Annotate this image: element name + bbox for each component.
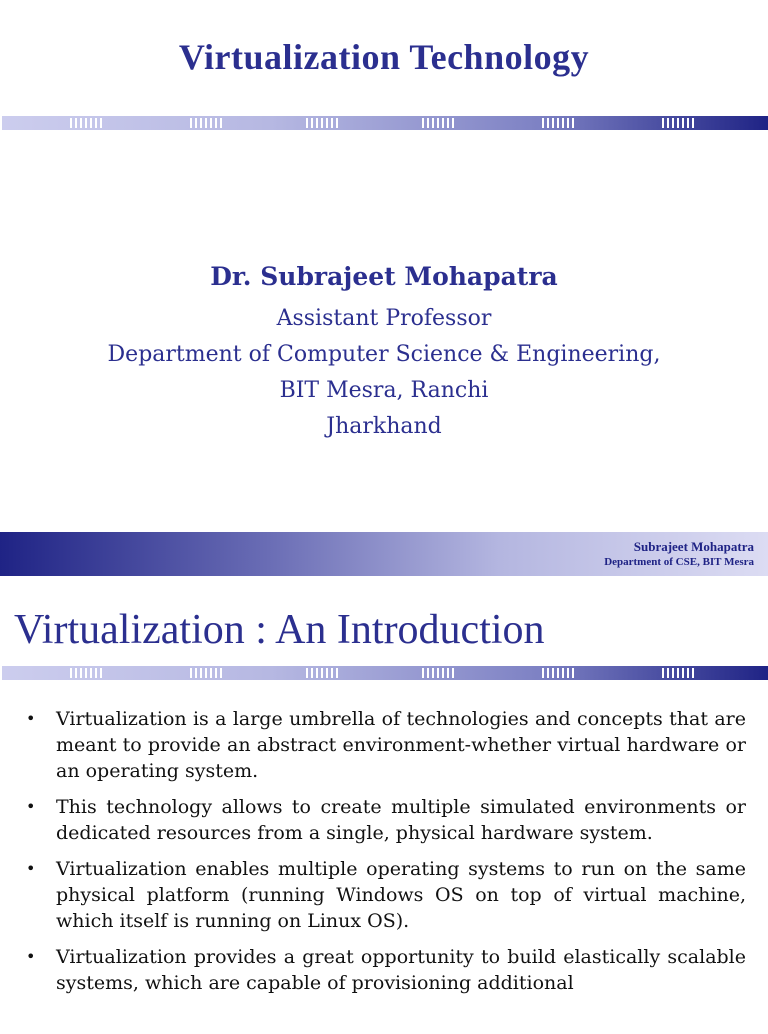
author-state: Jharkhand (326, 414, 442, 439)
slide-title: Virtualization : An Introduction (14, 607, 545, 653)
header-stripe (2, 116, 768, 130)
bullet-icon: • (26, 947, 36, 966)
bullet-text: This technology allows to create multiple simulated environments or dedicated resources from a single, physical hardware system. (56, 796, 746, 844)
stripe-ticks (422, 668, 454, 678)
list-item (22, 794, 746, 846)
stripe-ticks (542, 668, 574, 678)
header-stripe (2, 666, 768, 680)
author-institute: BIT Mesra, Ranchi (279, 378, 489, 403)
list-item (22, 856, 746, 934)
bullet-icon: • (26, 797, 36, 816)
slide-title: Virtualization Technology (178, 37, 590, 77)
footer-dept: Department of CSE, BIT Mesra (604, 556, 754, 568)
stripe-ticks (70, 118, 102, 128)
stripe-ticks (70, 668, 102, 678)
stripe-ticks (662, 668, 694, 678)
stripe-ticks (422, 118, 454, 128)
list-item (22, 944, 746, 996)
stripe-ticks (662, 118, 694, 128)
author-designation: Assistant Professor (276, 306, 492, 331)
bullet-list (22, 706, 746, 1006)
intro-slide (0, 586, 768, 1034)
footer-text (604, 538, 754, 570)
bullet-text: Virtualization is a large umbrella of technologies and concepts that are meant to provide an abstract environment-whether virtual hardware or an operating system. (56, 708, 746, 782)
author-block (0, 262, 768, 445)
stripe-ticks (190, 668, 222, 678)
stripe-ticks (306, 118, 338, 128)
stripe-ticks (190, 118, 222, 128)
footer-band (0, 532, 768, 576)
author-name: Dr. Subrajeet Mohapatra (210, 262, 558, 291)
stripe-ticks (542, 118, 574, 128)
bullet-icon: • (26, 709, 36, 728)
footer-name: Subrajeet Mohapatra (633, 539, 754, 554)
bullet-text: Virtualization provides a great opportunity to build elastically scalable systems, which are capable of provisioning additional (56, 946, 746, 994)
stripe-ticks (306, 668, 338, 678)
bullet-icon: • (26, 859, 36, 878)
list-item (22, 706, 746, 784)
bullet-text: Virtualization enables multiple operating systems to run on the same physical platform (running Windows OS on top of virtual machine, which itself is running on Linux OS). (56, 858, 746, 932)
author-department: Department of Computer Science & Engineering, (107, 342, 661, 367)
